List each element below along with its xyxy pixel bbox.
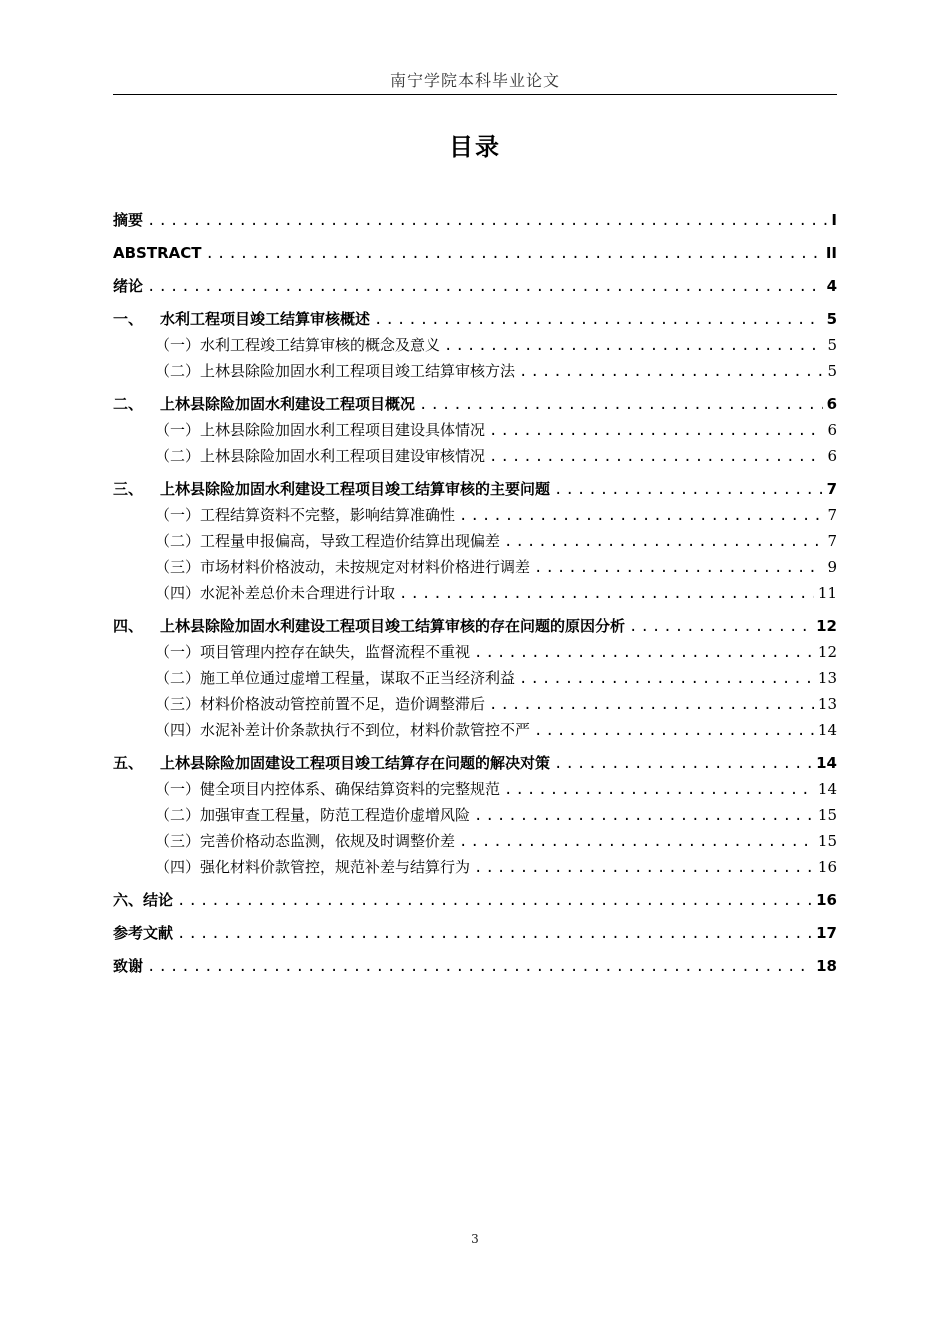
toc-entry[interactable]	[113, 888, 837, 914]
toc-entry[interactable]	[113, 777, 837, 803]
toc-entry[interactable]	[113, 241, 837, 267]
toc-entry[interactable]	[113, 692, 837, 718]
toc-entry-page: 17	[816, 924, 837, 942]
toc-dot-leader	[629, 615, 812, 640]
toc-entry[interactable]	[113, 418, 837, 444]
toc-entry-title: 绪论	[113, 277, 144, 295]
toc-entry[interactable]	[113, 333, 837, 359]
toc-entry-page: 14	[816, 754, 837, 772]
toc-dot-leader	[534, 556, 823, 581]
toc-dot-leader	[147, 955, 812, 980]
toc-entry[interactable]	[113, 529, 837, 555]
toc-entry-page: 15	[817, 806, 837, 824]
toc-entry-page: 9	[827, 558, 837, 576]
toc-entry-title: 水利工程项目竣工结算审核概述	[160, 310, 371, 328]
toc-entry[interactable]	[113, 640, 837, 666]
toc-entry-title: 上林县除险加固建设工程项目竣工结算存在问题的解决对策	[160, 754, 551, 772]
toc-dot-leader	[177, 889, 812, 914]
toc-entry-title: （一）上林县除险加固水利工程项目建设具体情况	[155, 421, 486, 439]
toc-dot-leader	[419, 393, 823, 418]
toc-entry[interactable]	[113, 359, 837, 385]
toc-entry-page: 11	[817, 584, 837, 602]
toc-entry-page: 13	[817, 669, 837, 687]
toc-dot-leader	[554, 478, 823, 503]
toc-entry-page: 6	[827, 421, 837, 439]
toc-entry-number: 二、	[113, 395, 144, 413]
toc-entry-number: 四、	[113, 617, 144, 635]
toc-entry-number: 三、	[113, 480, 144, 498]
toc-entry[interactable]	[113, 829, 837, 855]
toc-entry-page: I	[831, 211, 837, 229]
toc-entry-page: 5	[826, 310, 837, 328]
toc-title: 目录	[449, 133, 501, 161]
toc-entry-title: ABSTRACT	[113, 244, 202, 262]
toc-dot-leader	[489, 693, 814, 718]
toc-entry[interactable]	[113, 666, 837, 692]
toc-dot-leader	[147, 275, 823, 300]
toc-entry[interactable]	[113, 208, 837, 234]
toc-dot-leader	[374, 308, 823, 333]
toc-entry-title: （二）施工单位通过虚增工程量，谋取不正当经济利益	[155, 669, 516, 687]
toc-dot-leader	[489, 419, 823, 444]
toc-entry-number: 五、	[113, 754, 144, 772]
toc-entry[interactable]	[113, 274, 837, 300]
toc-entry-page: 12	[816, 617, 837, 635]
toc-dot-leader	[444, 334, 823, 359]
toc-entry[interactable]	[113, 803, 837, 829]
toc-dot-leader	[489, 445, 823, 470]
toc-entry-title: 上林县除险加固水利建设工程项目竣工结算审核的存在问题的原因分析	[160, 617, 626, 635]
toc-dot-leader	[147, 209, 827, 234]
toc-entry-title: （二）上林县除险加固水利工程项目建设审核情况	[155, 447, 486, 465]
toc-dot-leader	[177, 922, 812, 947]
toc-entry-page: 5	[827, 362, 837, 380]
toc-dot-leader	[519, 667, 814, 692]
toc-entry[interactable]	[113, 503, 837, 529]
toc-dot-leader	[504, 778, 814, 803]
header-rule	[113, 94, 837, 95]
toc-entry[interactable]	[113, 718, 837, 744]
toc-entry-page: 18	[816, 957, 837, 975]
toc-entry-title: 摘要	[113, 211, 144, 229]
toc-entry-title: （二）工程量申报偏高，导致工程造价结算出现偏差	[155, 532, 501, 550]
toc-entry-title: 致谢	[113, 957, 144, 975]
toc-entry[interactable]	[113, 855, 837, 881]
toc-entry[interactable]	[113, 444, 837, 470]
toc-entry-title: （三）完善价格动态监测，依规及时调整价差	[155, 832, 456, 850]
toc-entry-page: 14	[817, 721, 837, 739]
toc-entry-title: （一）项目管理内控存在缺失，监督流程不重视	[155, 643, 471, 661]
toc-entry[interactable]	[113, 581, 837, 607]
toc-dot-leader	[504, 530, 823, 555]
toc-entry-title: （二）加强审查工程量，防范工程造价虚增风险	[155, 806, 471, 824]
toc-dot-leader	[554, 752, 812, 777]
toc-dot-leader	[459, 504, 823, 529]
toc-entry-title: 上林县除险加固水利建设工程项目竣工结算审核的主要问题	[160, 480, 551, 498]
toc-entry-title: 参考文献	[113, 924, 174, 942]
toc-entry-page: 15	[817, 832, 837, 850]
toc-dot-leader	[474, 641, 814, 666]
toc-entry-title: 上林县除险加固水利建设工程项目概况	[160, 395, 416, 413]
toc-entry[interactable]	[113, 751, 837, 777]
toc-entry-page: 7	[827, 506, 837, 524]
toc-entry-title: （四）强化材料价款管控，规范补差与结算行为	[155, 858, 471, 876]
toc-entry-page: 14	[817, 780, 837, 798]
toc-entry-title: 六、结论	[113, 891, 174, 909]
toc-entry-page: 7	[826, 480, 837, 498]
page-number: 3	[471, 1232, 479, 1246]
toc-entry-page: 5	[827, 336, 837, 354]
toc-entry-page: 6	[827, 447, 837, 465]
toc-entry-page: 4	[826, 277, 837, 295]
toc-entry-title: （一）工程结算资料不完整，影响结算准确性	[155, 506, 456, 524]
toc-entry[interactable]	[113, 392, 837, 418]
toc-entry[interactable]	[113, 477, 837, 503]
toc-entry-title: （三）材料价格波动管控前置不足，造价调整滞后	[155, 695, 486, 713]
toc-entry-title: （二）上林县除险加固水利工程项目竣工结算审核方法	[155, 362, 516, 380]
toc-dot-leader	[534, 719, 814, 744]
toc-entry[interactable]	[113, 555, 837, 581]
toc-entry-title: （一）水利工程竣工结算审核的概念及意义	[155, 336, 441, 354]
toc-entry-page: 6	[826, 395, 837, 413]
toc-entry-page: 16	[816, 891, 837, 909]
toc-entry-page: 12	[817, 643, 837, 661]
toc-entry-title: （一）健全项目内控体系、确保结算资料的完整规范	[155, 780, 501, 798]
toc-dot-leader	[474, 856, 814, 881]
toc-entry[interactable]	[113, 954, 837, 980]
toc-entry-page: 16	[817, 858, 837, 876]
toc-entry[interactable]	[113, 614, 837, 640]
toc-dot-leader	[459, 830, 814, 855]
toc-dot-leader	[474, 804, 814, 829]
toc-entry[interactable]	[113, 921, 837, 947]
toc-entry-page: 13	[817, 695, 837, 713]
toc-dot-leader	[399, 582, 814, 607]
table-of-contents	[113, 208, 837, 980]
toc-dot-leader	[205, 242, 821, 267]
page-header: 南宁学院本科毕业论文	[389, 71, 560, 90]
toc-entry-page: II	[825, 244, 837, 262]
toc-entry[interactable]	[113, 307, 837, 333]
toc-entry-title: （四）水泥补差计价条款执行不到位，材料价款管控不严	[155, 721, 531, 739]
toc-dot-leader	[519, 360, 823, 385]
toc-entry-page: 7	[827, 532, 837, 550]
toc-entry-number: 一、	[113, 310, 144, 328]
toc-entry-title: （四）水泥补差总价未合理进行计取	[155, 584, 396, 602]
toc-entry-title: （三）市场材料价格波动，未按规定对材料价格进行调差	[155, 558, 531, 576]
